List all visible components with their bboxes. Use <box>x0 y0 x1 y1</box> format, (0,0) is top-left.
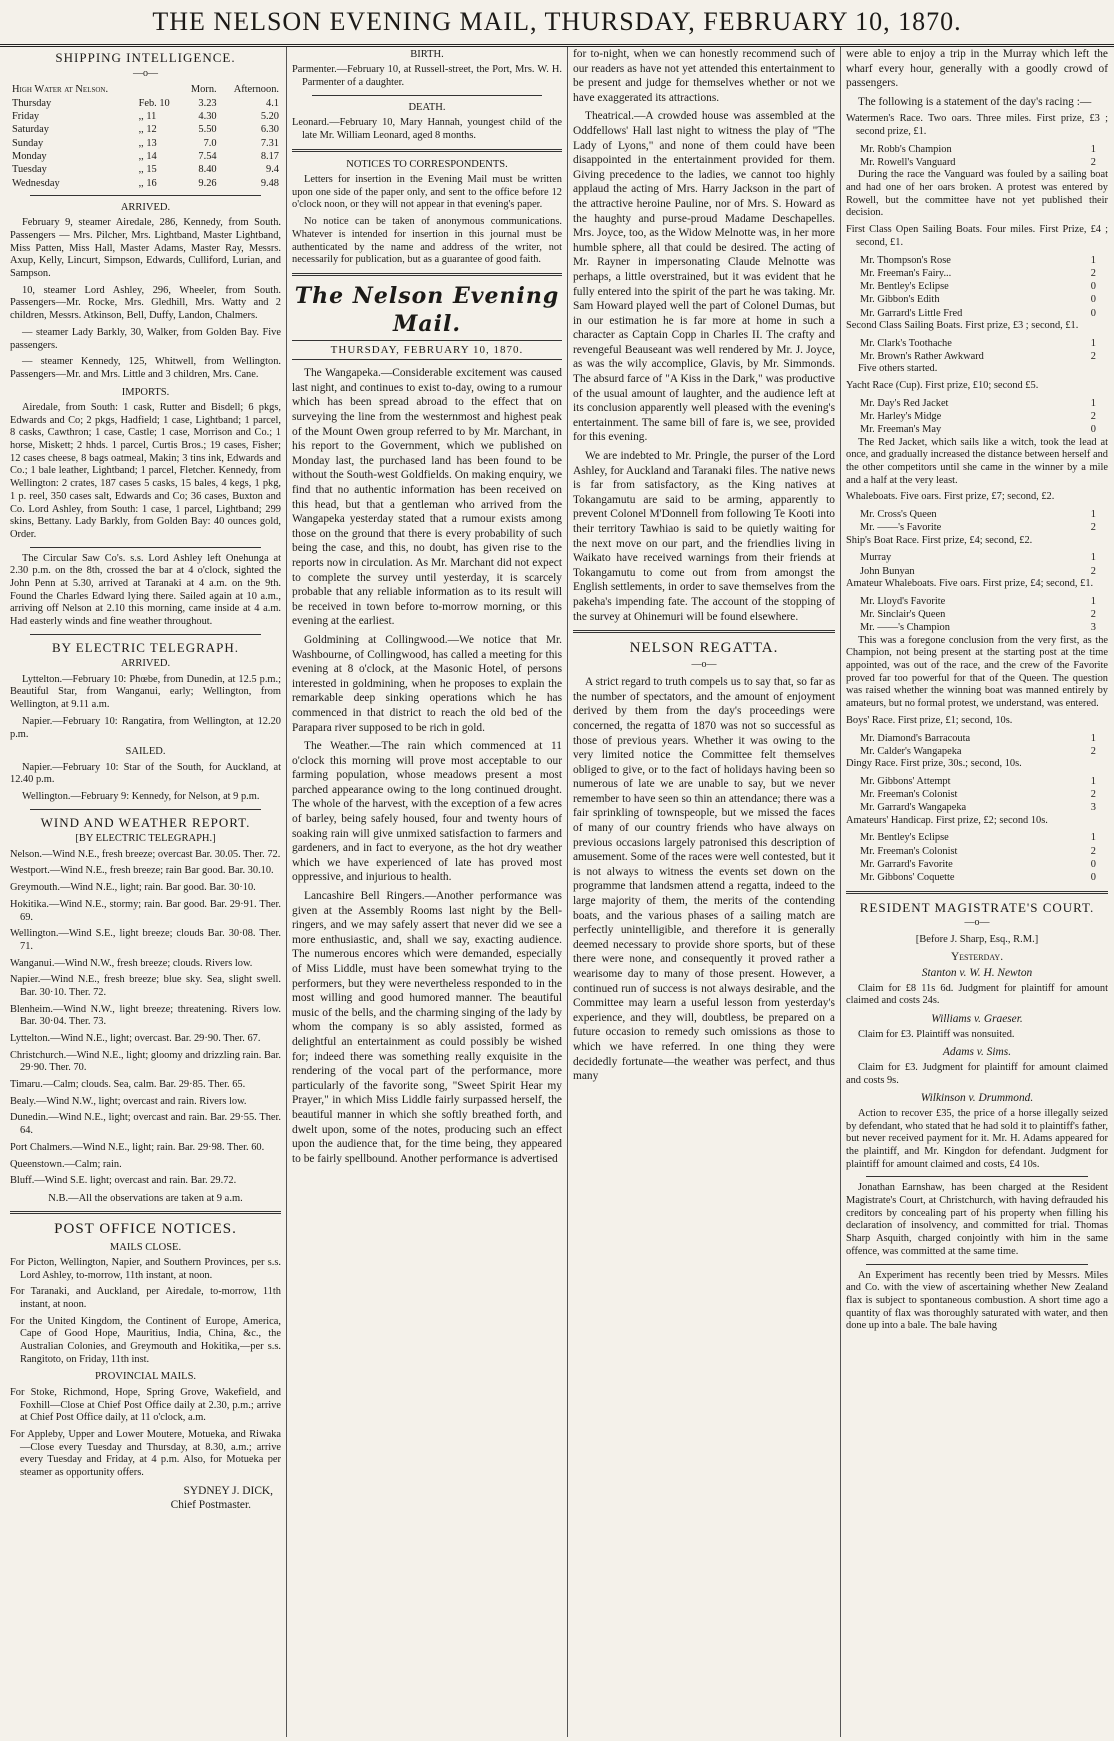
notices-heading: NOTICES TO CORRESPONDENTS. <box>346 158 508 170</box>
telegraph-heading: BY ELECTRIC TELEGRAPH. <box>51 639 240 655</box>
placing: 3 <box>1090 622 1096 634</box>
divider <box>312 95 542 96</box>
race-heading: Whaleboats. Five oars. First prize, £7; second, £2. <box>846 491 1055 503</box>
race-note: Five others started. <box>858 363 938 375</box>
column-rule <box>567 47 568 1737</box>
weather-entry: Port Chalmers.—Wind N.E., light; rain. Bar. 29·98. Ther. 60. <box>10 1141 265 1153</box>
race-heading: Amateurs' Handicap. First prize, £2; second 10s. <box>846 814 1048 826</box>
placing: 1 <box>1090 143 1096 155</box>
regatta-paragraph: A strict regard to truth compels us to say that, so far as the number of spectators, and the amount of enjoyment derived by them from the day's proceedings were concerned, the regatta of 1870 was not so successful as those of previous years. Whether it was owing to the very limited notice the Committee felt themselves obliged to give, or to the fact of holidays having been so numerous of late we are unable to say, but we never remember to have seen so thin an attendance; there was a fair sprinkling of townspeople, but we missed the faces of many of our country friends who have always on previous occasions largely patronised this description of amusement. Some of the races were well contested, but it is not always to witness the events set down on the programme that landsmen attend a regatta, indeed to the large majority of them, the merits of the contending boats, and the various phases of a sailing match are perfectly unintelligible, and therefore it is generally deemed necessary to provide shore sports, but of these there were none, and consequently it proved rather a wearisome day to many of those present. However, a continued run of success is not always desirable, and the Committee may learn a useful lesson from yesterday's experience, and they will, doubtless, be prepared on a future occasion to remedy such omissions as those to which we have referred. In one thing they were decidedly fortunate—the weather was perfect, and thus many <box>573 676 835 1083</box>
placing: 0 <box>1090 872 1096 884</box>
telegraph-entry: Lyttelton.—February 10: Phœbe, from Dunedin, at 12.5 p.m.; Beautiful Star, from Wanganui, early; Wellington, from Wellington, at 9.11 a.m. <box>10 673 281 711</box>
race-entry <box>846 788 1108 801</box>
placing: 1 <box>1090 832 1096 844</box>
imports-text: Airedale, from South: 1 cask, Rutter and Bisdell; 6 pkgs, Edwards and Co; 2 pkgs, Hadfield; 1 case, Lightband; 1 parcel, 8 casks, Cawthron; 1 case, Castle; 1 case, Morrison and Co.; 1 horse, Miskett; 2 hhds. 1 parcel, Curtis Bros.; 19 cases, Fisher; 12 cases cheese, 8 bags oatmeal, Makin; 3 tins ink, Edwards and Co.; 1 bale leather, Lightband; 1 parcel, Fletcher. Kennedy, from Wellington: 2 crates, 187 cases 5 casks, 15 bales, 4 kegs, 1 pkg, 1 p. reel, 350 cases salt, Edwards and Co; 36 cases, Buxton and Co. Lord Ashley, from South: 1 case, 1 parcel, Lightband; 299 skins, Bettany. Lady Barkly, from Golden Bay: 40 ounces gold, Order. <box>10 402 281 540</box>
race-entry <box>846 845 1108 858</box>
telegraph-entry: Napier.—February 10: Rangatira, from Wellington, at 12.20 p.m. <box>10 715 281 740</box>
telegraph-arrived-heading: ARRIVED. <box>120 658 171 670</box>
case-text: Claim for £3. Judgment for plaintiff for amount claimed and costs 9s. <box>846 1061 1108 1086</box>
divider <box>30 809 261 810</box>
shipping-heading: SHIPPING INTELLIGENCE. <box>55 50 236 65</box>
weather-entry: Wanganui.—Wind N.W., fresh breeze; clouds. Rivers low. <box>10 957 253 969</box>
mails-close-heading: MAILS CLOSE. <box>109 1241 182 1253</box>
race-heading: Second Class Sailing Boats. First prize, £3 ; second, £1. <box>846 320 1079 332</box>
birth-heading: BIRTH. <box>410 49 444 60</box>
race-entry <box>846 858 1108 871</box>
race-entry <box>846 745 1108 758</box>
boat-name: Mr. Bentley's Eclipse <box>860 281 949 293</box>
placing: 2 <box>1090 157 1096 169</box>
arrival-entry: — steamer Lady Barkly, 30, Walker, from Golden Bay. Five passengers. <box>10 326 281 351</box>
case-title: Stanton v. W. H. Newton <box>921 967 1033 980</box>
editorial-paragraph: Lancashire Bell Ringers.—Another performance was given at the Assembly Rooms last night by the Bell-ringers, and we may safely assert that never did we see a more enthusiastic, and, shall we say, exacting audience. The numerous encores which were demanded, especially of Miss Liddle, must have been somewhat trying to the performers, but they were nevertheless responded to in the most willing and good humored manner. The beautiful music of the bells, and the charming singing of the lady by whom the company is so ably assisted, formed as delightful an entertainment as could possibly be wished for; indeed there was something really exquisite in the rendering of the vocal part of the performance, more particularly of the favorite song, "Sweet Spirit Hear my Prayer," in which Miss Liddle fairly surpassed herself, the beautiful manner in which she softly breathed forth, and dwelt upon, some of the notes, producing such an effect upon the audience that, for the time being, they appeared to be fairly spellbound. Another performance is advertised <box>292 890 562 1165</box>
saw-company-paragraph: The Circular Saw Co's. s.s. Lord Ashley left Onehunga at 2.30 p.m. on the 8th, crossed the bar at 4 o'clock, sighted the John Penn at 5.30, arrived at Taranaki at 4 a.m. on the 9th. Found the Charles Edward lying there. Sailed again at 10 a.m., arriving off Nelson at 2.10 this morning, came inside at 4 a.m. Had easterly winds and fine weather throughout. <box>10 552 281 628</box>
editorial-paragraph: We are indebted to Mr. Pringle, the purser of the Lord Ashley, for Auckland and Taranaki files. The native news is far from satisfactory, as the King natives at Tokangamutu are said to be arming, apparently to prevent Colonel M'Donnell from following Te Kooti into their territory Tawhiao is said to be quietly waiting for the next move on our part, and the friendlies living in Waikato have received warnings from their friends at Tokangamutu to come out from from amongst the English settlements, in order to save themselves from the pakeha's impending fate. The account of the stopping of the survey at Ohinemuri will be found elsewhere. <box>573 450 835 623</box>
race-heading: Amateur Whaleboats. Five oars. First prize, £4; second, £1. <box>846 578 1094 590</box>
race-heading: First Class Open Sailing Boats. Four miles. First Prize, £4 ; second, £1. <box>846 224 1108 248</box>
tide-row: Monday ,, 14 7.54 8.17 <box>12 150 279 162</box>
case-text: Claim for £8 11s 6d. Judgment for plaintiff for amount claimed and costs 24s. <box>846 982 1108 1007</box>
placing: 0 <box>1090 424 1096 436</box>
weather-entry: Dunedin.—Wind N.E., light; overcast and rain. Bar. 29·55. Ther. 64. <box>10 1112 281 1137</box>
placing: 2 <box>1090 565 1096 577</box>
race-entry <box>846 293 1108 306</box>
placing: 2 <box>1090 351 1096 363</box>
tide-row: Wednesday ,, 16 9.26 9.48 <box>12 177 279 189</box>
divider <box>292 273 562 276</box>
race-entry <box>846 307 1108 320</box>
ornament: —o— <box>691 659 717 671</box>
weather-entry: Timaru.—Calm; clouds. Sea, calm. Bar. 29·85. Ther. 65. <box>10 1079 246 1091</box>
tide-header-row <box>10 83 281 96</box>
tide-header: Morn. <box>190 84 217 96</box>
divider <box>30 547 261 548</box>
race-entry <box>846 565 1108 578</box>
boat-name: Mr. Freeman's May <box>860 424 942 436</box>
case-title: Wilkinson v. Drummond. <box>920 1092 1034 1105</box>
race-entry <box>846 423 1108 436</box>
tide-table <box>10 83 281 190</box>
boat-name: Mr. Garrard's Favorite <box>860 859 953 871</box>
boat-name: Mr. Brown's Rather Awkward <box>860 351 984 363</box>
race-entry <box>846 156 1108 169</box>
boat-name: Mr. Freeman's Colonist <box>860 789 958 801</box>
post-office-heading: POST OFFICE NOTICES. <box>54 1221 237 1238</box>
weather-heading: WIND AND WEATHER REPORT. <box>40 814 251 830</box>
weather-entry: Hokitika.—Wind N.E., stormy; rain. Bar good. Bar. 29·91. Ther. 69. <box>10 898 281 923</box>
mail-notice: For Taranaki, and Auckland, per Airedale, to-morrow, 11th instant, at noon. <box>10 1286 281 1311</box>
boat-name: Mr. ——'s Favorite <box>860 522 942 534</box>
tide-row: Tuesday ,, 15 8.40 9.4 <box>12 164 279 176</box>
weather-subheading: [BY ELECTRIC TELEGRAPH.] <box>75 833 216 845</box>
notice-text: No notice can be taken of anonymous communications. Whatever is intended for insertion in this journal must be authenticated by the name and address of the writer, not necessarily for publication, but as a guarantee of good faith. <box>292 216 562 266</box>
weather-entry: Napier.—Wind N.E., fresh breeze; blue sky. Sea, slight swell. Bar. 30·10. Ther. 72. <box>10 974 281 998</box>
mail-notice: For Picton, Wellington, Napier, and Southern Provinces, per s.s. Lord Ashley, to-morrow, 11th instant, at noon. <box>10 1256 281 1281</box>
placing: 2 <box>1090 411 1096 423</box>
boat-name: Mr. Freeman's Fairy... <box>860 267 952 279</box>
weather-entry: Bealy.—Wind N.W., light; overcast and rain. Rivers low. <box>10 1095 247 1107</box>
divider <box>573 630 835 633</box>
column-rule <box>840 47 841 1737</box>
case-title: Adams v. Sims. <box>942 1046 1012 1059</box>
race-entry <box>846 410 1108 423</box>
editorial-paragraph: The Wangapeka.—Considerable excitement was caused last night, and continues to exist to-day, owing to a rumour which has been spread abroad to the effect that on surveying the line from the westernmost and highest peak of the Mount Owen group referred to by Mr. Marchant, in his report to the Government, which we published on Monday last, the purchased land has been found to be without the South-west Goldfields. On making enquiry, we find that no authentic information has been received on this head, but that a gentleman who arrived from the Wangapeka yesterday stated that a rumour exists among those on the ground that there is every probability of such being the case, and this, no doubt, has given rise to the reports now in circulation. As Mr. Marchant did not expect to complete the survey until yesterday, it is scarcely probable that any reliable information as to its result will be received in town before to-morrow morning, or this evening at the earliest. <box>292 367 562 628</box>
column-rule <box>286 47 287 1737</box>
mail-notice: For Appleby, Upper and Lower Moutere, Motueka, and Riwaka—Close every Tuesday and Thursday, at 8.30, a.m.; arrive every Tuesday and Friday, at 4 p.m. Also, for Motueka per steamer as opportunity offers. <box>10 1428 281 1479</box>
boat-name: John Bunyan <box>860 565 915 577</box>
boat-name: Mr. Diamond's Barracouta <box>860 732 971 744</box>
boat-name: Mr. Garrard's Little Fred <box>860 307 963 319</box>
boat-name: Mr. Thompson's Rose <box>860 254 951 266</box>
regatta-paragraph: were able to enjoy a trip in the Murray which left the wharf every hour, generally with a goodly crowd of passengers. <box>846 48 1108 90</box>
telegraph-entry: Napier.—February 10: Star of the South, for Auckland, at 12.40 p.m. <box>10 761 281 786</box>
editorial-paragraph: Goldmining at Collingwood.—We notice that Mr. Washbourne, of Collingwood, has called a meeting for this evening at 8 o'clock, at the Masonic Hotel, of persons interested in goldmining, when he proposes to explain the remarkable deep sinking operations which he has commenced in that district to reach the old bed of the Parapara river supposed to be rich in gold. <box>292 633 562 734</box>
boat-name: Mr. Garrard's Wangapeka <box>860 802 967 814</box>
tide-header: High Water at Nelson. <box>12 84 109 96</box>
race-entry <box>846 621 1108 634</box>
placing: 0 <box>1090 281 1096 293</box>
boat-name: Mr. Sinclair's Queen <box>860 609 946 621</box>
race-entry <box>846 267 1108 280</box>
boat-name: Mr. Cross's Queen <box>860 509 937 521</box>
court-day: Yesterday. <box>950 950 1004 963</box>
placing: 2 <box>1090 789 1096 801</box>
masthead <box>0 0 1114 47</box>
ornament: —o— <box>964 917 990 929</box>
placing: 1 <box>1090 552 1096 564</box>
tide-row: Friday ,, 11 4.30 5.20 <box>12 111 279 123</box>
weather-entry: Greymouth.—Wind N.E., light; rain. Bar good. Bar. 30·10. <box>10 882 256 894</box>
mail-notice: For the United Kingdom, the Continent of Europe, America, Cape of Good Hope, Mauritius, India, China, &c., the Australian Colonies, and Greymouth and Hokitika,—per s.s. Rangitoto, on Friday, 11th inst. <box>10 1315 281 1365</box>
regatta-paragraph: The following is a statement of the day's racing :— <box>858 95 1092 108</box>
column-2 <box>292 47 562 1737</box>
weather-entry: Queenstown.—Calm; rain. <box>10 1158 122 1170</box>
race-entry <box>846 595 1108 608</box>
regatta-heading: NELSON REGATTA. <box>629 640 779 657</box>
boat-name: Mr. ——'s Champion <box>860 622 950 634</box>
boat-name: Mr. Gibbons' Attempt <box>860 775 951 787</box>
telegraph-entry: Wellington.—February 9: Kennedy, for Nelson, at 9 p.m. <box>22 791 260 803</box>
paper-banner: The Nelson Evening Mail. <box>294 282 560 338</box>
weather-entry: Lyttelton.—Wind N.E., light; overcast. Bar. 29·90. Ther. 67. <box>10 1033 261 1045</box>
arrived-heading: ARRIVED. <box>120 201 171 213</box>
boat-name: Mr. Rowell's Vanguard <box>860 157 956 169</box>
race-heading: Watermen's Race. Two oars. Three miles. First prize, £3 ; second prize, £1. <box>846 113 1108 138</box>
boat-name: Mr. Lloyd's Favorite <box>860 595 946 607</box>
ornament: —o— <box>133 67 158 79</box>
divider <box>846 891 1108 894</box>
race-list <box>846 113 1108 884</box>
race-entry <box>846 775 1108 788</box>
placing: 1 <box>1090 337 1096 349</box>
boat-name: Mr. Clark's Toothache <box>860 337 952 349</box>
divider <box>866 1264 1088 1265</box>
masthead-title: THE NELSON EVENING MAIL, THURSDAY, FEBRUARY 10, 1870. <box>152 7 962 36</box>
tide-row: Thursday Feb. 10 3.23 4.1 <box>12 97 279 109</box>
imports-heading: IMPORTS. <box>121 386 170 398</box>
placing: 2 <box>1090 267 1096 279</box>
boat-name: Mr. Harley's Midge <box>860 411 942 423</box>
placing: 1 <box>1090 595 1096 607</box>
divider <box>30 634 261 635</box>
telegraph-sailed-heading: SAILED. <box>125 746 166 758</box>
postmaster-role: Chief Postmaster. <box>170 1499 251 1512</box>
race-entry <box>846 801 1108 814</box>
boat-name: Mr. Robb's Champion <box>860 143 952 155</box>
placing: 1 <box>1090 732 1096 744</box>
court-heading: RESIDENT MAGISTRATE'S COURT. <box>859 899 1095 915</box>
placing: 0 <box>1090 859 1096 871</box>
race-entry <box>846 521 1108 534</box>
column-3 <box>573 47 835 1737</box>
tide-row: Saturday ,, 12 5.50 6.30 <box>12 124 279 136</box>
boat-name: Mr. Day's Red Jacket <box>860 397 949 409</box>
race-entry <box>846 337 1108 350</box>
divider <box>10 1211 281 1214</box>
race-note: During the race the Vanguard was fouled by a sailing boat and had one of her oars broken. A protest was entered by Rowell, but the committee have not yet published their decision. <box>846 169 1108 219</box>
flax-experiment-paragraph: An Experiment has recently been tried by Messrs. Miles and Co. with the view of ascertaining whether New Zealand flax is subject to spontaneous combustion. A short time ago a quantity of flax was thoroughly saturated with water, and then done up into a bale. The bale having <box>846 1269 1108 1332</box>
weather-entry: Blenheim.—Wind N.W., light breeze; threatening. Rivers low. Bar. 30·04. Ther. 73. <box>10 1003 281 1028</box>
postmaster-signature: SYDNEY J. DICK, <box>183 1484 273 1497</box>
weather-note: N.B.—All the observations are taken at 9 a.m. <box>48 1192 243 1204</box>
case-list <box>846 966 1108 1171</box>
race-entry <box>846 254 1108 267</box>
arrival-entry: February 9, steamer Airedale, 286, Kennedy, from South. Passengers — Mrs. Pilcher, Mrs. Lightband, Master Lightband, Miss Patten, Miss Hall, Master Adams, Master Ray, Messrs. Axup, Kelly, Lincurt, Simpson, Edwards, Culliford, Lurian, and Sampson. <box>10 217 281 280</box>
dateline: THURSDAY, FEBRUARY 10, 1870. <box>292 340 562 360</box>
placing: 2 <box>1090 522 1096 534</box>
arrival-entry: 10, steamer Lord Ashley, 296, Wheeler, from South. Passengers—Mr. Rocke, Mrs. Gledhill, Mrs. Watty and 2 children, Messrs. Atkinson, Bell, Duffy, Landon, Chalmers. <box>10 284 281 322</box>
placing: 1 <box>1090 775 1096 787</box>
boat-name: Mr. Calder's Wangapeka <box>860 745 962 757</box>
placing: 1 <box>1090 397 1096 409</box>
boat-name: Mr. Freeman's Colonist <box>860 845 958 857</box>
tide-header: Afternoon. <box>233 84 279 96</box>
placing: 2 <box>1090 609 1096 621</box>
column-4 <box>846 47 1108 1737</box>
race-entry <box>846 871 1108 884</box>
tide-row: Sunday ,, 13 7.0 7.31 <box>12 137 279 149</box>
boat-name: Murray <box>860 552 892 564</box>
race-entry <box>846 280 1108 293</box>
placing: 1 <box>1090 254 1096 266</box>
editorial-paragraph: Theatrical.—A crowded house was assembled at the Oddfellows' Hall last night to witness the play of "The Lady of Lyons," and none of them could have been disappointed in the entertainment provided for them. Giving precedence to the ladies, we cannot too highly applaud the acting of Mrs. Harry Jackson in the part of the attractive heroine Pauline, nor of Mrs. S. Howard as the haughty and purse-proud Madame Deschapelles. Mrs. Joyce, too, as the Widow Melnotte was, in her more humble sphere, all that could be desired. The acting of Mr. Rayner in impersonating Claude Melnotte was perhaps, a little overstrained, but it was evident that he fully entered into the spirit of the part he was taking. Mr. Sam Howard played well the part of Colonel Dumas, but in our estimation he is far more at home in such a character as Captain Copp in Charles II. The crafty and revengeful Beauseant was well rendered by Mr. J. Joyce, as was the wily accomplice, Glavis, by Mr. Simmonds. The absurd farce of "A Kiss in the Dark," was productive of the usual amount of laughter, and the audience left at its conclusion apparently well pleased with the evening's entertainment. The same bill of fare is, we see, provided for this evening. <box>573 110 835 444</box>
case-text: Claim for £3. Plaintiff was nonsuited. <box>858 1028 1015 1040</box>
boat-name: Mr. Gibbon's Edith <box>860 294 940 306</box>
placing: 3 <box>1090 802 1096 814</box>
case-text: Action to recover £35, the price of a horse illegally seized by defendant, who stated that he had sold it to plaintiff's father, but never received payment for it. Mr. H. Adams appeared for the plaintiff, and Mr. Kingdon for defendant. Judgment for plaintiff for amount claimed and costs, £4 10s. <box>846 1107 1108 1170</box>
race-entry <box>846 831 1108 844</box>
race-heading: Boys' Race. First prize, £1; second, 10s. <box>846 714 1013 726</box>
placing: 0 <box>1090 307 1096 319</box>
weather-entry: Bluff.—Wind S.E. light; overcast and rain. Bar. 29.72. <box>10 1175 237 1187</box>
boat-name: Mr. Gibbons' Coquette <box>860 872 955 884</box>
race-note: This was a foregone conclusion from the very first, as the Champion, not being present at the starting post at the time appointed, was out of the race, and the crew of the Favorite proved far too powerful for that of the Queen. The question was raised whether the winning boat was manned entirely by amateurs, but no formal protest, we understand, was entered. <box>846 634 1108 710</box>
column-1 <box>10 47 281 1737</box>
editorial-paragraph: for to-night, when we can honestly recommend such of our readers as have not yet attended this entertainment to be present and judge for themselves whether or not we have exaggerated its attractions. <box>573 48 835 104</box>
weather-entry: Wellington.—Wind S.E., light breeze; clouds Bar. 30·08. Ther. 71. <box>10 928 281 952</box>
placing: 2 <box>1090 745 1096 757</box>
race-heading: Ship's Boat Race. First prize, £4; second, £2. <box>846 534 1033 546</box>
divider <box>866 1176 1088 1177</box>
placing: 0 <box>1090 294 1096 306</box>
notice-text: Letters for insertion in the Evening Mail must be written upon one side of the paper only, and sent to the office before 12 o'clock noon, or they will not appear in that evening's paper. <box>292 174 562 211</box>
court-subheading: [Before J. Sharp, Esq., R.M.] <box>915 934 1039 946</box>
arrival-entry: — steamer Kennedy, 125, Whitwell, from Wellington. Passengers—Mr. and Mrs. Little and 3 children, Mrs. Cane. <box>10 356 281 380</box>
race-note: The Red Jacket, which sails like a witch, took the lead at once, and gradually increased the distance between herself and the other competitors until she came in the winner by a mile and a half at the very least. <box>846 436 1108 486</box>
editorial-paragraph: The Weather.—The rain which commenced at 11 o'clock this morning will prove most acceptable to our farming population, whose meadows present a most parched appearance owing to the long continued drought. The whole of the harvest, with the exception of a few acres of barley, being safely housed, four and twenty hours of soaking rain will give unmixed satisfaction to farmers and gardeners, and in fact to everyone, as the hot dry weather which we have experienced of late has proved most oppressive, and injurious to health. <box>292 740 562 884</box>
placing: 2 <box>1090 845 1096 857</box>
divider <box>292 149 562 152</box>
mail-notice: For Stoke, Richmond, Hope, Spring Grove, Wakefield, and Foxhill—Close at Chief Post Office daily at 2.30, p.m.; arrive at Chief Post Office daily, at 11 o'clock, a.m. <box>10 1386 281 1424</box>
boat-name: Mr. Bentley's Eclipse <box>860 832 949 844</box>
race-entry <box>846 551 1108 564</box>
weather-entry: Nelson.—Wind N.E., fresh breeze; overcast Bar. 30.05. Ther. 72. <box>10 848 281 860</box>
race-entry <box>846 397 1108 410</box>
race-entry <box>846 508 1108 521</box>
weather-entry: Westport.—Wind N.E., fresh breeze; rain Bar good. Bar. 30.10. <box>10 865 274 877</box>
placing: 1 <box>1090 509 1096 521</box>
race-heading: Yacht Race (Cup). First prize, £10; second £5. <box>846 380 1039 392</box>
race-entry <box>846 350 1108 363</box>
divider <box>30 195 261 196</box>
earnshaw-paragraph: Jonathan Earnshaw, has been charged at the Resident Magistrate's Court, at Christchurch, with having defrauded his creditors by concealing part of his property when filling his declaration of insolvency, and committed for trial. Thomas Sharp Asquith, charged conjointly with him in the same offence, was committed at the same time. <box>846 1182 1108 1257</box>
race-entry <box>846 732 1108 745</box>
race-heading: Dingy Race. First prize, 30s.; second, 10s. <box>846 758 1022 770</box>
race-entry <box>846 608 1108 621</box>
death-heading: DEATH. <box>408 101 446 113</box>
weather-entry: Christchurch.—Wind N.E., light; gloomy and drizzling rain. Bar. 29·90. Ther. 70. <box>10 1049 281 1074</box>
birth-notice: Parmenter.—February 10, at Russell-street, the Port, Mrs. W. H. Parmenter of a daughter. <box>292 64 562 89</box>
case-title: Williams v. Graeser. <box>931 1013 1023 1026</box>
race-entry <box>846 143 1108 156</box>
death-notice: Leonard.—February 10, Mary Hannah, youngest child of the late Mr. William Leonard, aged 8 months. <box>292 117 562 141</box>
provincial-mails-heading: PROVINCIAL MAILS. <box>94 1371 197 1383</box>
